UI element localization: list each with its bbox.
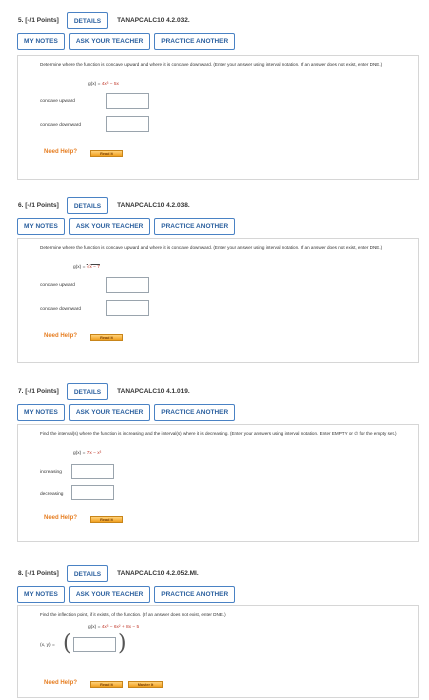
need-help-label: Need Help?	[44, 680, 78, 686]
ask-teacher-button[interactable]: ASK YOUR TEACHER	[69, 404, 150, 421]
question-prompt: Find the interval(s) where the function is increasing and the interval(s) where it is decreasing. (Enter your answers using interval notation. Enter EMPTY or ∅ for the empty set.)	[40, 431, 397, 436]
ask-teacher-button[interactable]: ASK YOUR TEACHER	[69, 586, 150, 603]
master-it-button[interactable]: Master It	[128, 681, 163, 688]
question-code: TANAPCALC10 4.1.019.	[117, 387, 190, 395]
question-body	[17, 605, 419, 698]
ask-teacher-button[interactable]: ASK YOUR TEACHER	[69, 33, 150, 50]
question-number: 7. [-/1 Points]	[18, 387, 59, 395]
question-body	[17, 238, 419, 363]
question-header	[18, 195, 190, 215]
concave-downward-input[interactable]	[106, 300, 149, 316]
question-body	[17, 424, 419, 542]
read-it-button[interactable]: Read It	[90, 150, 123, 157]
question-code: TANAPCALC10 4.2.032.	[117, 16, 190, 24]
question-header	[18, 563, 199, 583]
need-help-label: Need Help?	[44, 333, 78, 339]
concave-downward-label: concave downward	[40, 123, 82, 128]
function-formula	[88, 625, 139, 630]
concave-upward-input[interactable]	[106, 277, 149, 293]
question-code: TANAPCALC10 4.2.052.MI.	[117, 569, 199, 577]
increasing-input[interactable]	[71, 464, 114, 479]
right-paren-icon: )	[118, 631, 127, 656]
need-help-label: Need Help?	[44, 515, 78, 521]
question-number: 8. [-/1 Points]	[18, 569, 59, 577]
formula-lhs: g(x) =	[88, 82, 102, 87]
ask-teacher-button[interactable]: ASK YOUR TEACHER	[69, 218, 150, 235]
details-button[interactable]: DETAILS	[67, 12, 108, 29]
formula-lhs: g(x) =	[73, 451, 87, 456]
practice-another-button[interactable]: PRACTICE ANOTHER	[154, 404, 235, 421]
details-button[interactable]: DETAILS	[67, 197, 108, 214]
function-formula	[73, 265, 100, 270]
question-header	[18, 10, 190, 30]
my-notes-button[interactable]: MY NOTES	[17, 33, 65, 50]
increasing-label: increasing	[40, 470, 62, 475]
question-prompt: Determine where the function is concave upward and where it is concave downward. (Enter your answer using interval notation. If an answer does not exist, enter DNE.)	[40, 245, 383, 250]
need-help-label: Need Help?	[44, 149, 78, 155]
practice-another-button[interactable]: PRACTICE ANOTHER	[154, 218, 235, 235]
question-number: 6. [-/1 Points]	[18, 201, 59, 209]
my-notes-button[interactable]: MY NOTES	[17, 404, 65, 421]
decreasing-label: decreasing	[40, 492, 64, 497]
question-toolbar	[17, 586, 235, 604]
decreasing-input[interactable]	[71, 485, 114, 500]
concave-downward-label: concave downward	[40, 307, 82, 312]
read-it-button[interactable]: Read It	[90, 516, 123, 523]
practice-another-button[interactable]: PRACTICE ANOTHER	[154, 33, 235, 50]
function-formula	[88, 82, 119, 87]
question-body	[17, 55, 419, 180]
concave-upward-label: concave upward	[40, 283, 75, 288]
concave-upward-label: concave upward	[40, 99, 75, 104]
formula-rhs: √x − 7	[86, 265, 100, 270]
concave-downward-input[interactable]	[106, 116, 149, 132]
question-code: TANAPCALC10 4.2.038.	[117, 201, 190, 209]
question-prompt: Find the inflection point, if it exists, of the function. (If an answer does not exist, enter DNE.)	[40, 612, 226, 617]
left-paren-icon: (	[63, 631, 72, 656]
my-notes-button[interactable]: MY NOTES	[17, 218, 65, 235]
formula-lhs: g(x) =	[88, 625, 102, 630]
details-button[interactable]: DETAILS	[67, 383, 108, 400]
inflection-point-input[interactable]	[73, 637, 116, 652]
question-toolbar	[17, 404, 235, 422]
my-notes-button[interactable]: MY NOTES	[17, 586, 65, 603]
question-number: 5. [-/1 Points]	[18, 16, 59, 24]
question-toolbar	[17, 33, 235, 51]
formula-rhs: 4x³ − 6x² + 8x − 5	[101, 625, 140, 630]
formula-lhs: g(x) =	[73, 265, 87, 270]
question-header	[18, 381, 190, 401]
inflection-point-label: (x, y) =	[40, 643, 55, 648]
details-button[interactable]: DETAILS	[67, 565, 108, 582]
practice-another-button[interactable]: PRACTICE ANOTHER	[154, 586, 235, 603]
question-toolbar	[17, 218, 235, 236]
read-it-button[interactable]: Read It	[90, 681, 123, 688]
read-it-button[interactable]: Read It	[90, 334, 123, 341]
function-formula	[73, 451, 101, 456]
concave-upward-input[interactable]	[106, 93, 149, 109]
formula-rhs: 7x − x³	[86, 451, 102, 456]
question-prompt: Determine where the function is concave upward and where it is concave downward. (Enter your answer using interval notation. If an answer does not exist, enter DNE.)	[40, 62, 383, 67]
formula-rhs: 4x³ − 5x	[101, 82, 119, 87]
